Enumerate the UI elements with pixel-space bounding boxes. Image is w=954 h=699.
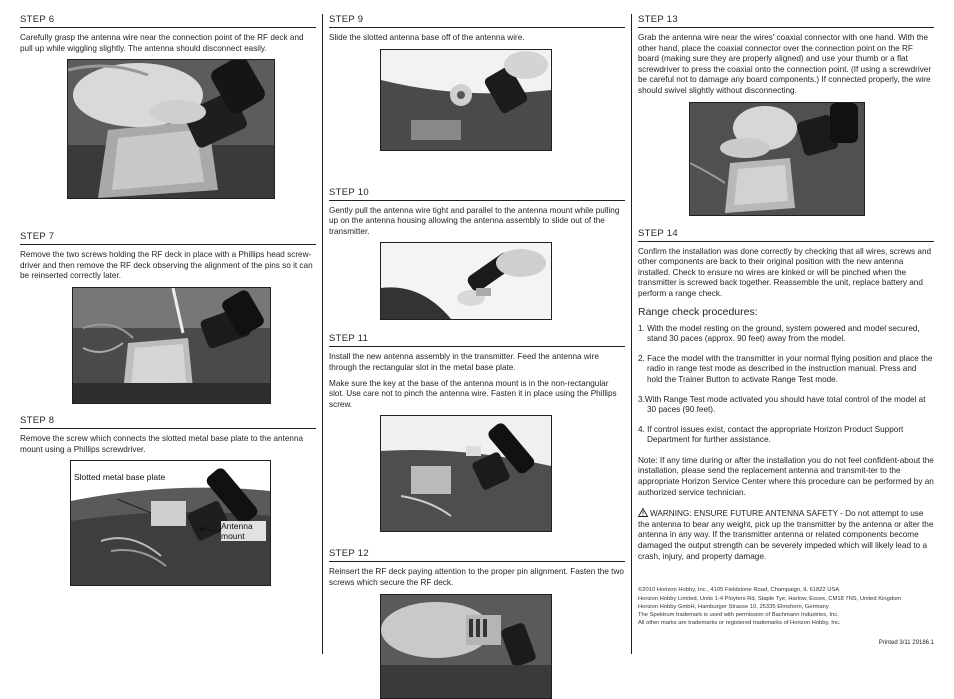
step-7-title: STEP 7 [20,231,316,245]
column-3 [638,14,934,654]
step-11-title: STEP 11 [329,333,625,347]
step-14-text: Confirm the installation was done correctly by checking that all wires, screws and other components are back to their original position with the new antenna installed. Check to ensure no wires are kinked or will be pinched when the transmitter is screwed back together. Reassemble the unit, replace battery and perform a range check. [638,246,932,298]
step-9-title: STEP 9 [329,14,625,28]
callout-slotted-plate: Slotted metal base plate [74,472,166,483]
step-13-photo [689,102,865,216]
printed-code: Printed 3/11 29186.1 [878,639,934,646]
warning-block [638,508,934,562]
step-14-title: STEP 14 [638,228,934,242]
step-10-text: Gently pull the antenna wire tight and parallel to the antenna mount while pulling up on the antenna housing allowing the antenna assembly to slide out of the transmitter. [329,205,620,236]
warning-text: WARNING: ENSURE FUTURE ANTENNA SAFETY - Do not attempt to use the antenna to bear any weight, pick up the transmitter by the antenna or alter the antenna in any way. If the transmitter antenna or related components become damaged the output strength can be severely impeded which will likely lead to a crash, injury, and property damage. [638,509,934,561]
step-6-title: STEP 6 [20,14,316,28]
legal-line: All other marks are trademarks or registered trademarks of Horizon Hobby, Inc. [638,620,841,627]
range-check-item: 3.With Range Test mode activated you should have total control of the model at 30 paces (90 feet). [638,394,926,415]
step-12-text: Reinsert the RF deck paying attention to the proper pin alignment. Fasten the two screws which secure the RF deck. [329,567,624,587]
column-divider [631,14,632,654]
step-12-photo [380,594,552,699]
legal-line: The Spektrum trademark is used with permission of Bachmann Industries, Inc. [638,612,839,619]
legal-line: Horizon Hobby GmbH, Hamburger Strasse 10, 25335 Elmshorn, Germany [638,603,829,610]
step-7-photo [72,287,271,404]
range-check-item: 1. With the model resting on the ground, system powered and model secured, stand 30 paces (approx. 90 feet) away from the model. [638,323,920,344]
step-13-title: STEP 13 [638,14,934,28]
step-8-photo [70,460,271,586]
column-divider [322,14,323,654]
warning-icon [638,508,648,517]
step-11-text: Install the new antenna assembly in the transmitter. Feed the antenna wire through the rectangular slot in the metal base plate. [329,352,599,372]
step-7-text: Remove the two screws holding the RF deck in place with a Phillips head screw-driver and then remove the RF deck observing the alignment of the pins so it can be reinserted correctly later. [20,250,313,281]
range-check-title: Range check procedures: [638,305,758,318]
column-1 [20,14,316,586]
step-8-title: STEP 8 [20,415,316,429]
step-13-text: Grab the antenna wire near the wires' coaxial connector with one hand. With the other hand, place the coaxial connector over the connection point on the RF board (making sure they are properly aligned) and use your thumb or a flat screwdriver to press the coaxial onto the connection point. (If using a screwdriver be careful not to damage any board components.) If connected properly, the wire should swivel slightly without disconnecting. [638,33,932,95]
step-8-text: Remove the screw which connects the slotted metal base plate to the antenna mount using a Phillips screwdriver. [20,433,304,454]
note-text: Note: If any time during or after the installation you do not feel confident-about the installation, please send the replacement antenna and transmit-ter to the appropriate Horizon Service Center where this procedure can be performed by an authorized service technician. [638,455,934,497]
step-12-title: STEP 12 [329,548,625,562]
callout-antenna-mount: Antenna mount [221,521,266,541]
step-10-photo [380,242,552,320]
step-11-text-2: Make sure the key at the base of the antenna mount is in the non-rectangular slot. Use care not to pinch the antenna wire. Fasten it in place using the Phillips screw. [329,378,617,409]
step-9-photo [380,49,552,151]
range-check-item: 4. If control issues exist, contact the appropriate Horizon Product Support Department for further assistance. [638,424,904,445]
step-6-text: Carefully grasp the antenna wire near the connection point of the RF deck and pull up while wiggling slightly. The antenna should disconnect easily. [20,33,304,53]
range-check-item: 2. Face the model with the transmitter in your normal flying position and place the radio in range test mode as described in the instruction manual. Press and hold the Trainer Button to activate Range Test mode. [638,353,933,384]
step-10-title: STEP 10 [329,187,625,201]
legal-block [638,586,934,627]
legal-line: ©2010 Horizon Hobby, Inc., 4105 Fieldstone Road, Champaign, IL 61822 USA [638,587,840,594]
step-6-photo [67,59,275,199]
column-2 [329,14,625,699]
step-9-text: Slide the slotted antenna base off of the antenna wire. [329,33,525,42]
legal-line: Horizon Hobby Limited, Units 1-4 Ployters Rd, Staple Tye, Harlow, Essex, CM18 7NS, United Kingdom [638,595,902,602]
step-11-photo [380,415,552,532]
